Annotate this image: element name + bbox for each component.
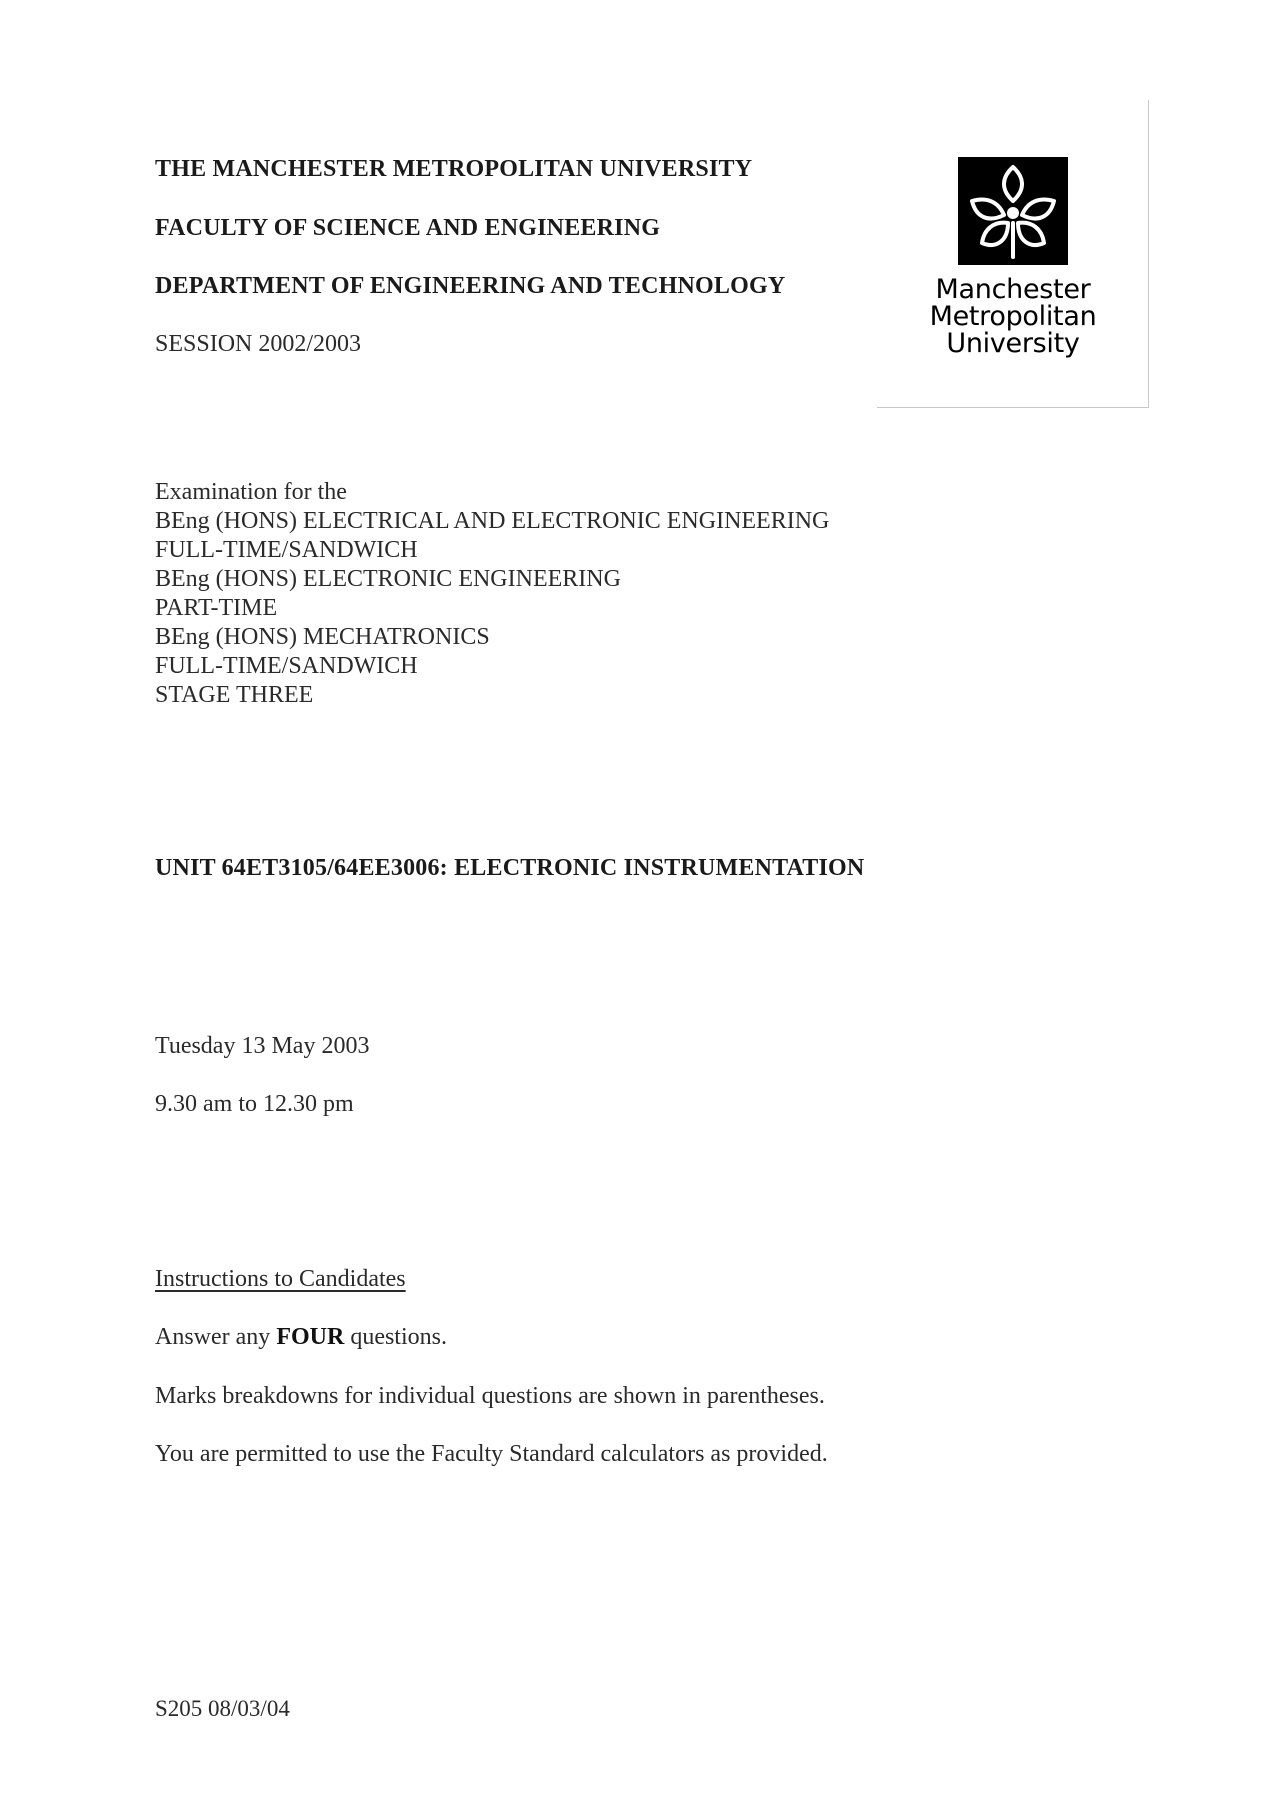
exam-date: Tuesday 13 May 2003 xyxy=(155,1033,370,1059)
university-name: THE MANCHESTER METROPOLITAN UNIVERSITY xyxy=(155,156,753,182)
unit-title: UNIT 64ET3105/64EE3006: ELECTRONIC INSTRUMENTATION xyxy=(155,855,865,881)
marks-instruction: Marks breakdowns for individual questions are shown in parentheses. xyxy=(155,1383,825,1409)
logo-wordmark xyxy=(877,276,1149,357)
document-code: S205 08/03/04 xyxy=(155,1696,290,1721)
exam-time: 9.30 am to 12.30 pm xyxy=(155,1091,354,1117)
answer-instruction xyxy=(155,1325,447,1349)
programme-line: BEng (HONS) ELECTRICAL AND ELECTRONIC ENGINEERING xyxy=(155,508,830,534)
university-logo xyxy=(877,100,1149,408)
answer-suffix: questions. xyxy=(344,1324,447,1350)
answer-prefix: Answer any xyxy=(155,1324,277,1350)
programme-line: PART-TIME xyxy=(155,595,278,621)
programme-line: FULL-TIME/SANDWICH xyxy=(155,537,418,563)
logo-line: Manchester xyxy=(935,274,1091,305)
faculty-name: FACULTY OF SCIENCE AND ENGINEERING xyxy=(155,215,661,241)
department-name: DEPARTMENT OF ENGINEERING AND TECHNOLOGY xyxy=(155,273,786,299)
session-label: SESSION 2002/2003 xyxy=(155,331,362,357)
programme-line: BEng (HONS) ELECTRONIC ENGINEERING xyxy=(155,566,621,592)
programme-line: Examination for the xyxy=(155,479,347,505)
calculator-instruction: You are permitted to use the Faculty Standard calculators as provided. xyxy=(155,1441,828,1467)
rose-emblem-icon xyxy=(958,157,1068,265)
logo-line: University xyxy=(946,328,1080,359)
answer-count: FOUR xyxy=(276,1324,345,1350)
logo-line: Metropolitan xyxy=(929,301,1097,332)
instructions-heading: Instructions to Candidates xyxy=(155,1266,406,1292)
programme-line: BEng (HONS) MECHATRONICS xyxy=(155,624,490,650)
programme-list xyxy=(155,478,829,710)
programme-line: STAGE THREE xyxy=(155,682,314,708)
programme-line: FULL-TIME/SANDWICH xyxy=(155,653,418,679)
